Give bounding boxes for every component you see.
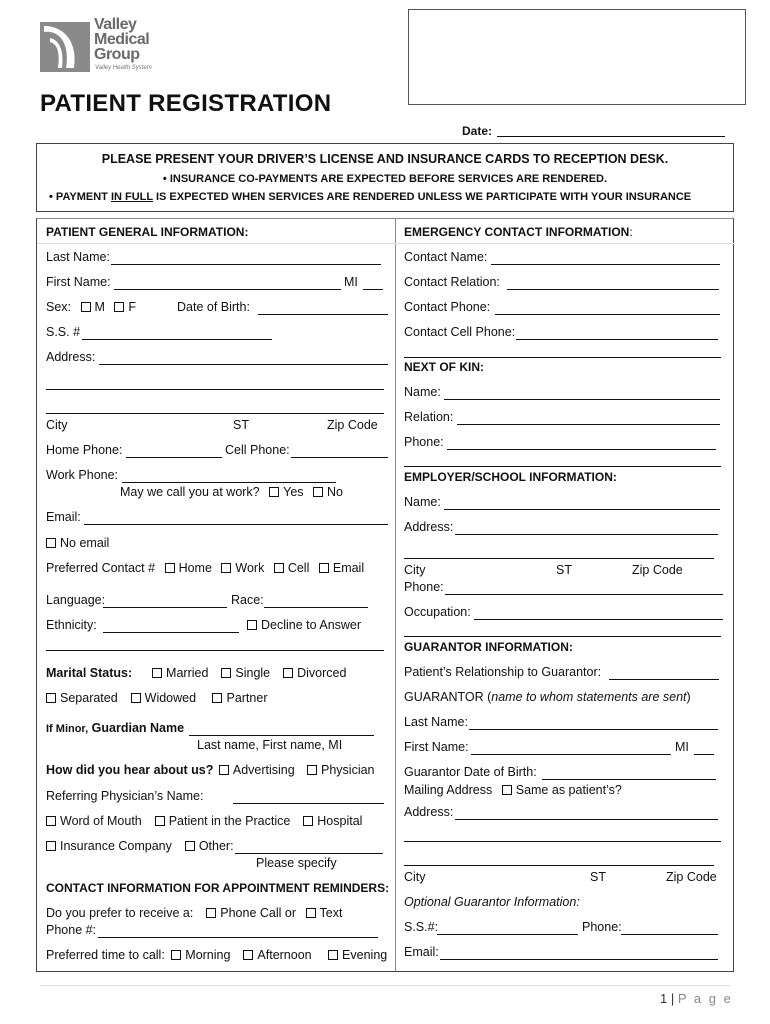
physician-row: Physician <box>307 763 375 777</box>
address-line-3[interactable] <box>46 413 384 414</box>
last-name-label: Last Name: <box>46 250 110 264</box>
sex-m-label: M <box>94 300 105 314</box>
single-checkbox[interactable] <box>221 668 231 678</box>
notice-box <box>36 143 734 212</box>
guardian-sublabel: Last name, First name, MI <box>197 738 343 752</box>
photo-box <box>408 9 746 105</box>
text-checkbox[interactable] <box>306 908 316 918</box>
phone-num-label: Phone #: <box>46 923 97 937</box>
g-mi-field[interactable] <box>694 754 714 755</box>
language-label: Language: <box>46 593 106 607</box>
reminder-phone-field[interactable] <box>98 937 378 938</box>
marital-row: Marital Status: Married Single Divorced <box>46 666 347 680</box>
ethnicity-field[interactable] <box>103 632 239 633</box>
hospital-checkbox[interactable] <box>303 816 313 826</box>
insurance-company-checkbox[interactable] <box>46 841 56 851</box>
call-work-no-checkbox[interactable] <box>313 487 323 497</box>
hear-row: How did you hear about us? Advertising <box>46 763 295 777</box>
sex-f-checkbox[interactable] <box>114 302 124 312</box>
g-zip-label: Zip Code <box>666 870 717 884</box>
g-st-label: ST <box>590 870 606 884</box>
kin-phone-field[interactable] <box>447 449 716 450</box>
contact-relation-field[interactable] <box>507 289 719 290</box>
g-first-name-label: First Name: <box>404 740 469 754</box>
decline-checkbox[interactable] <box>247 620 257 630</box>
last-name-field[interactable] <box>111 264 381 265</box>
call-at-work-row: May we call you at work? Yes No <box>120 485 343 499</box>
kin-relation-field[interactable] <box>457 424 720 425</box>
emp-st-label: ST <box>556 563 572 577</box>
g-address-label: Address: <box>404 805 454 819</box>
page-title: PATIENT REGISTRATION <box>40 90 332 117</box>
mi-field[interactable] <box>363 289 383 290</box>
same-as-patient-checkbox[interactable] <box>502 785 512 795</box>
word-of-mouth-checkbox[interactable] <box>46 816 56 826</box>
logo-text-system: Valley Health System <box>95 65 152 71</box>
notice-line-1: PLEASE PRESENT YOUR DRIVER’S LICENSE AND INSURANCE CARDS TO RECEPTION DESK. <box>101 152 669 166</box>
advertising-checkbox[interactable] <box>219 765 229 775</box>
g-dob-label: Guarantor Date of Birth: <box>404 765 537 779</box>
evening-checkbox[interactable] <box>328 950 338 960</box>
guardian-field[interactable] <box>189 735 374 736</box>
referring-field[interactable] <box>233 803 384 804</box>
logo-text-valley: Valley <box>94 16 137 33</box>
logo-text-group: Group <box>94 46 140 63</box>
sex-row <box>46 300 136 314</box>
pref-home-checkbox[interactable] <box>165 563 175 573</box>
g-mi-label: MI <box>675 740 689 754</box>
decline-row: Decline to Answer <box>247 618 361 632</box>
ss-field[interactable] <box>82 339 272 340</box>
emp-phone-field[interactable] <box>445 594 723 595</box>
g-phone-label: Phone: <box>582 920 622 934</box>
g-city-label: City <box>404 870 426 884</box>
guarantor-note: GUARANTOR (name to whom statements are sent) <box>404 690 691 704</box>
logo-text-medical: Medical <box>94 31 150 48</box>
contact-cell-label: Contact Cell Phone: <box>404 325 516 339</box>
emp-city-label: City <box>404 563 426 577</box>
home-phone-label: Home Phone: <box>46 443 123 457</box>
sex-f-label: F <box>128 300 137 314</box>
date-field[interactable] <box>497 136 725 137</box>
morning-checkbox[interactable] <box>171 950 181 960</box>
contact-phone-label: Contact Phone: <box>404 300 491 314</box>
contact-relation-label: Contact Relation: <box>404 275 500 289</box>
cell-phone-field[interactable] <box>291 457 388 458</box>
source-row: Word of Mouth Patient in the Practice Hospital <box>46 814 362 828</box>
emp-address-line-2[interactable] <box>404 558 714 559</box>
sex-m-checkbox[interactable] <box>81 302 91 312</box>
emp-zip-label: Zip Code <box>632 563 683 577</box>
emp-phone-label: Phone: <box>404 580 444 594</box>
kin-phone-label: Phone: <box>404 435 444 449</box>
physician-checkbox[interactable] <box>307 765 317 775</box>
g-email-label: Email: <box>404 945 439 959</box>
column-divider <box>395 219 396 971</box>
city-label: City <box>46 418 68 432</box>
address-field[interactable] <box>99 364 388 365</box>
g-last-name-label: Last Name: <box>404 715 468 729</box>
g-address-line-3[interactable] <box>404 865 714 866</box>
reminders-header: CONTACT INFORMATION FOR APPOINTMENT REMINDERS: <box>46 881 390 895</box>
call-work-yes-checkbox[interactable] <box>269 487 279 497</box>
preferred-contact-row: Preferred Contact # Home Work Cell Email <box>46 561 365 575</box>
g-first-name-field[interactable] <box>471 754 671 755</box>
pref-email-checkbox[interactable] <box>319 563 329 573</box>
dob-field[interactable] <box>258 314 388 315</box>
address-line-2[interactable] <box>46 389 384 390</box>
work-phone-field[interactable] <box>122 482 336 483</box>
registration-grid <box>36 218 734 972</box>
referring-label: Referring Physician’s Name: <box>46 789 204 803</box>
kin-name-label: Name: <box>404 385 441 399</box>
contact-extra-line[interactable] <box>404 357 721 358</box>
dob-label: Date of Birth: <box>177 300 250 314</box>
sex-label: Sex: <box>46 300 72 314</box>
first-name-label: First Name: <box>46 275 111 289</box>
pref-time-row: Preferred time to call: Morning Afternoon Evening <box>46 948 388 962</box>
notice-line-3: • PAYMENT IN FULL IS EXPECTED WHEN SERVICES ARE RENDERED UNLESS WE PARTICIPATE WITH YOUR INSURANCE <box>49 191 692 203</box>
no-email-checkbox[interactable] <box>46 538 56 548</box>
separated-checkbox[interactable] <box>46 693 56 703</box>
occupation-label: Occupation: <box>404 605 471 619</box>
pref-work-checkbox[interactable] <box>221 563 231 573</box>
kin-name-field[interactable] <box>444 399 720 400</box>
employer-header: EMPLOYER/SCHOOL INFORMATION: <box>404 470 617 484</box>
emp-name-field[interactable] <box>444 509 720 510</box>
language-field[interactable] <box>103 607 227 608</box>
race-field[interactable] <box>264 607 368 608</box>
g-address-line-2[interactable] <box>404 841 721 842</box>
divorced-checkbox[interactable] <box>283 668 293 678</box>
kin-header: NEXT OF KIN: <box>404 360 484 374</box>
relationship-field[interactable] <box>609 679 719 680</box>
date-label: Date: <box>462 124 493 138</box>
ethnicity-label: Ethnicity: <box>46 618 97 632</box>
footer-divider <box>40 985 730 986</box>
optional-label: Optional Guarantor Information: <box>404 895 580 909</box>
kin-extra-line[interactable] <box>404 466 721 467</box>
mi-label: MI <box>344 275 358 289</box>
g-email-field[interactable] <box>440 959 718 960</box>
logo <box>40 16 160 76</box>
kin-relation-label: Relation: <box>404 410 454 424</box>
guarantor-header: GUARANTOR INFORMATION: <box>404 640 573 654</box>
married-checkbox[interactable] <box>152 668 162 678</box>
ss-label: S.S. # <box>46 325 81 339</box>
g-ss-label: S.S.#: <box>404 920 439 934</box>
ethnicity-line-2[interactable] <box>46 650 384 651</box>
cell-phone-label: Cell Phone: <box>225 443 290 457</box>
no-email-row: No email <box>46 536 109 550</box>
valley-logo-icon <box>40 22 90 72</box>
work-phone-label: Work Phone: <box>46 468 119 482</box>
notice-line-2: • INSURANCE CO-PAYMENTS ARE EXPECTED BEFORE SERVICES ARE RENDERED. <box>162 173 608 185</box>
source-row-2: Insurance Company Other: <box>46 839 234 853</box>
email-field[interactable] <box>84 524 388 525</box>
widowed-checkbox[interactable] <box>131 693 141 703</box>
zip-label: Zip Code <box>327 418 378 432</box>
mailing-row: Mailing Address Same as patient’s? <box>404 783 622 797</box>
home-phone-field[interactable] <box>126 457 222 458</box>
patient-info-header: PATIENT GENERAL INFORMATION: <box>46 225 249 239</box>
contact-name-label: Contact Name: <box>404 250 488 264</box>
emergency-header: EMERGENCY CONTACT INFORMATION: <box>404 225 633 239</box>
g-phone-field[interactable] <box>621 934 718 935</box>
other-checkbox[interactable] <box>185 841 195 851</box>
prefer-receive-row: Do you prefer to receive a: Phone Call or Text <box>46 906 343 920</box>
email-label: Email: <box>46 510 81 524</box>
guardian-row: If Minor, Guardian Name <box>46 721 185 735</box>
occupation-extra-line[interactable] <box>404 636 721 637</box>
partner-checkbox[interactable] <box>212 693 222 703</box>
other-field[interactable] <box>235 853 383 854</box>
emp-address-label: Address: <box>404 520 454 534</box>
g-address-field[interactable] <box>455 819 718 820</box>
pref-cell-checkbox[interactable] <box>274 563 284 573</box>
g-dob-field[interactable] <box>542 779 716 780</box>
marital-row-2: Separated Widowed Partner <box>46 691 267 705</box>
emp-address-field[interactable] <box>455 534 718 535</box>
contact-phone-field[interactable] <box>495 314 720 315</box>
page-number: 1 | P a g e <box>660 991 733 1006</box>
occupation-field[interactable] <box>474 619 723 620</box>
contact-cell-field[interactable] <box>516 339 718 340</box>
address-label: Address: <box>46 350 96 364</box>
st-label: ST <box>233 418 249 432</box>
g-last-name-field[interactable] <box>469 729 718 730</box>
please-specify-label: Please specify <box>256 856 337 870</box>
emp-name-label: Name: <box>404 495 441 509</box>
relationship-label: Patient’s Relationship to Guarantor: <box>404 665 602 679</box>
contact-name-field[interactable] <box>491 264 720 265</box>
first-name-field[interactable] <box>114 289 341 290</box>
phone-call-checkbox[interactable] <box>206 908 216 918</box>
afternoon-checkbox[interactable] <box>243 950 253 960</box>
patient-practice-checkbox[interactable] <box>155 816 165 826</box>
g-ss-field[interactable] <box>437 934 578 935</box>
race-label: Race: <box>231 593 264 607</box>
